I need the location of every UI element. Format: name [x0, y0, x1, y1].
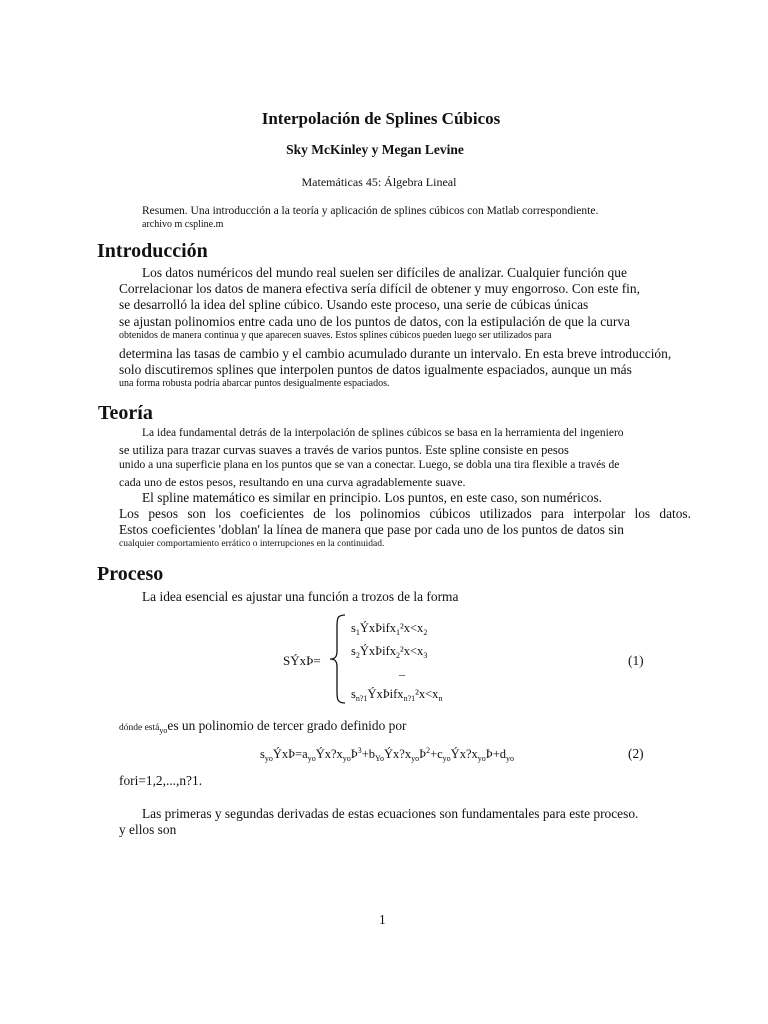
- intro-heading: Introducción: [97, 240, 208, 262]
- theory-line: unido a una superficie plana en los puntos que se van a conectar. Luego, se dobla una tira flexible a través de: [119, 459, 620, 471]
- process-intro-line: La idea esencial es ajustar una función a trozos de la forma: [142, 589, 459, 604]
- theory-line: cualquier comportamiento errático o interrupciones en la continuidad.: [119, 539, 385, 549]
- page-number: 1: [379, 912, 386, 927]
- theory-line: La idea fundamental detrás de la interpolación de splines cúbicos se basa en la herramienta del ingeniero: [142, 427, 624, 439]
- theory-line: se utiliza para trazar curvas suaves a través de varios puntos. Este spline consiste en pesos: [119, 443, 569, 457]
- theory-line: cada uno de estos pesos, resultando en una curva agradablemente suave.: [119, 475, 466, 489]
- intro-line: una forma robusta podría abarcar puntos desigualmente espaciados.: [119, 378, 390, 389]
- equation-2: $s_{yo}ÝxÞ=a_{yo}Ýx?x_{yo}Þ^3+b_{Yo}Ýx?x_{yo}Þ^2+c_{yo}Ýx?x_{yo}Þ+d_{yo}$: [260, 746, 515, 763]
- equation-1-row: $s_1ÝxÞifx_1^2x<x_2$: [351, 621, 428, 637]
- derivative-line: Las primeras y segundas derivadas de estas ecuaciones son fundamentales para este proceso.: [142, 806, 639, 821]
- theory-line: El spline matemático es similar en principio. Los puntos, en este caso, son numéricos.: [142, 490, 603, 505]
- intro-line: solo discutiremos splines que interpolen puntos de datos igualmente espaciados, aunque un más: [119, 362, 632, 377]
- abstract-line-1: Resumen. Una introducción a la teoría y aplicación de splines cúbicos con Matlab correspondiente.: [142, 205, 599, 217]
- process-heading: Proceso: [97, 563, 164, 585]
- paper-authors: Sky McKinley y Megan Levine: [286, 142, 464, 157]
- curly-brace-icon: [327, 613, 349, 705]
- intro-line: se desarrolló la idea del spline cúbico. Usando este proceso, una serie de cúbicas únicas: [119, 297, 589, 312]
- theory-line: Los pesos son los coeficientes de los polinomios cúbicos utilizados para interpolar los datos.: [119, 506, 691, 521]
- equation-2-number: (2): [628, 746, 644, 761]
- equation-1-number: (1): [628, 653, 644, 668]
- course-line: Matemáticas 45: Álgebra Lineal: [301, 175, 457, 189]
- paper-title: Interpolación de Splines Cúbicos: [261, 109, 501, 128]
- equation-1-row: $s_2ÝxÞifx_2^2x<x_3$: [351, 644, 428, 660]
- equation-1-dots: –: [399, 667, 405, 681]
- fori-line: fori=1,2,...,n?1.: [119, 773, 203, 788]
- where-line: dónde está$_{yo}$es un polinomio de tercer grado definido por: [119, 718, 407, 735]
- intro-line: Correlacionar los datos de manera efectiva sería difícil de obtener y muy engorroso. Con este fin,: [119, 281, 640, 296]
- derivative-line: y ellos son: [119, 822, 177, 837]
- intro-line: Los datos numéricos del mundo real suelen ser difíciles de analizar. Cualquier función que: [142, 265, 627, 280]
- abstract-line-2: archivo m cspline.m: [142, 219, 224, 230]
- equation-1-lhs: SÝxÞ=: [283, 653, 321, 668]
- equation-1-row: $s_{n?1}ÝxÞifx_{n?1}^2x<x_n$: [351, 687, 443, 703]
- theory-heading: Teoría: [98, 402, 153, 424]
- intro-line: determina las tasas de cambio y el cambio acumulado durante un intervalo. En esta breve introducción,: [119, 346, 672, 361]
- theory-line: Estos coeficientes 'doblan' la línea de manera que pase por cada uno de los puntos de datos sin: [119, 522, 624, 537]
- intro-line: obtenidos de manera continua y que aparecen suaves. Estos splines cúbicos pueden luego ser utilizados para: [119, 330, 552, 341]
- intro-line: se ajustan polinomios entre cada uno de los puntos de datos, con la estipulación de que la curva: [119, 314, 630, 329]
